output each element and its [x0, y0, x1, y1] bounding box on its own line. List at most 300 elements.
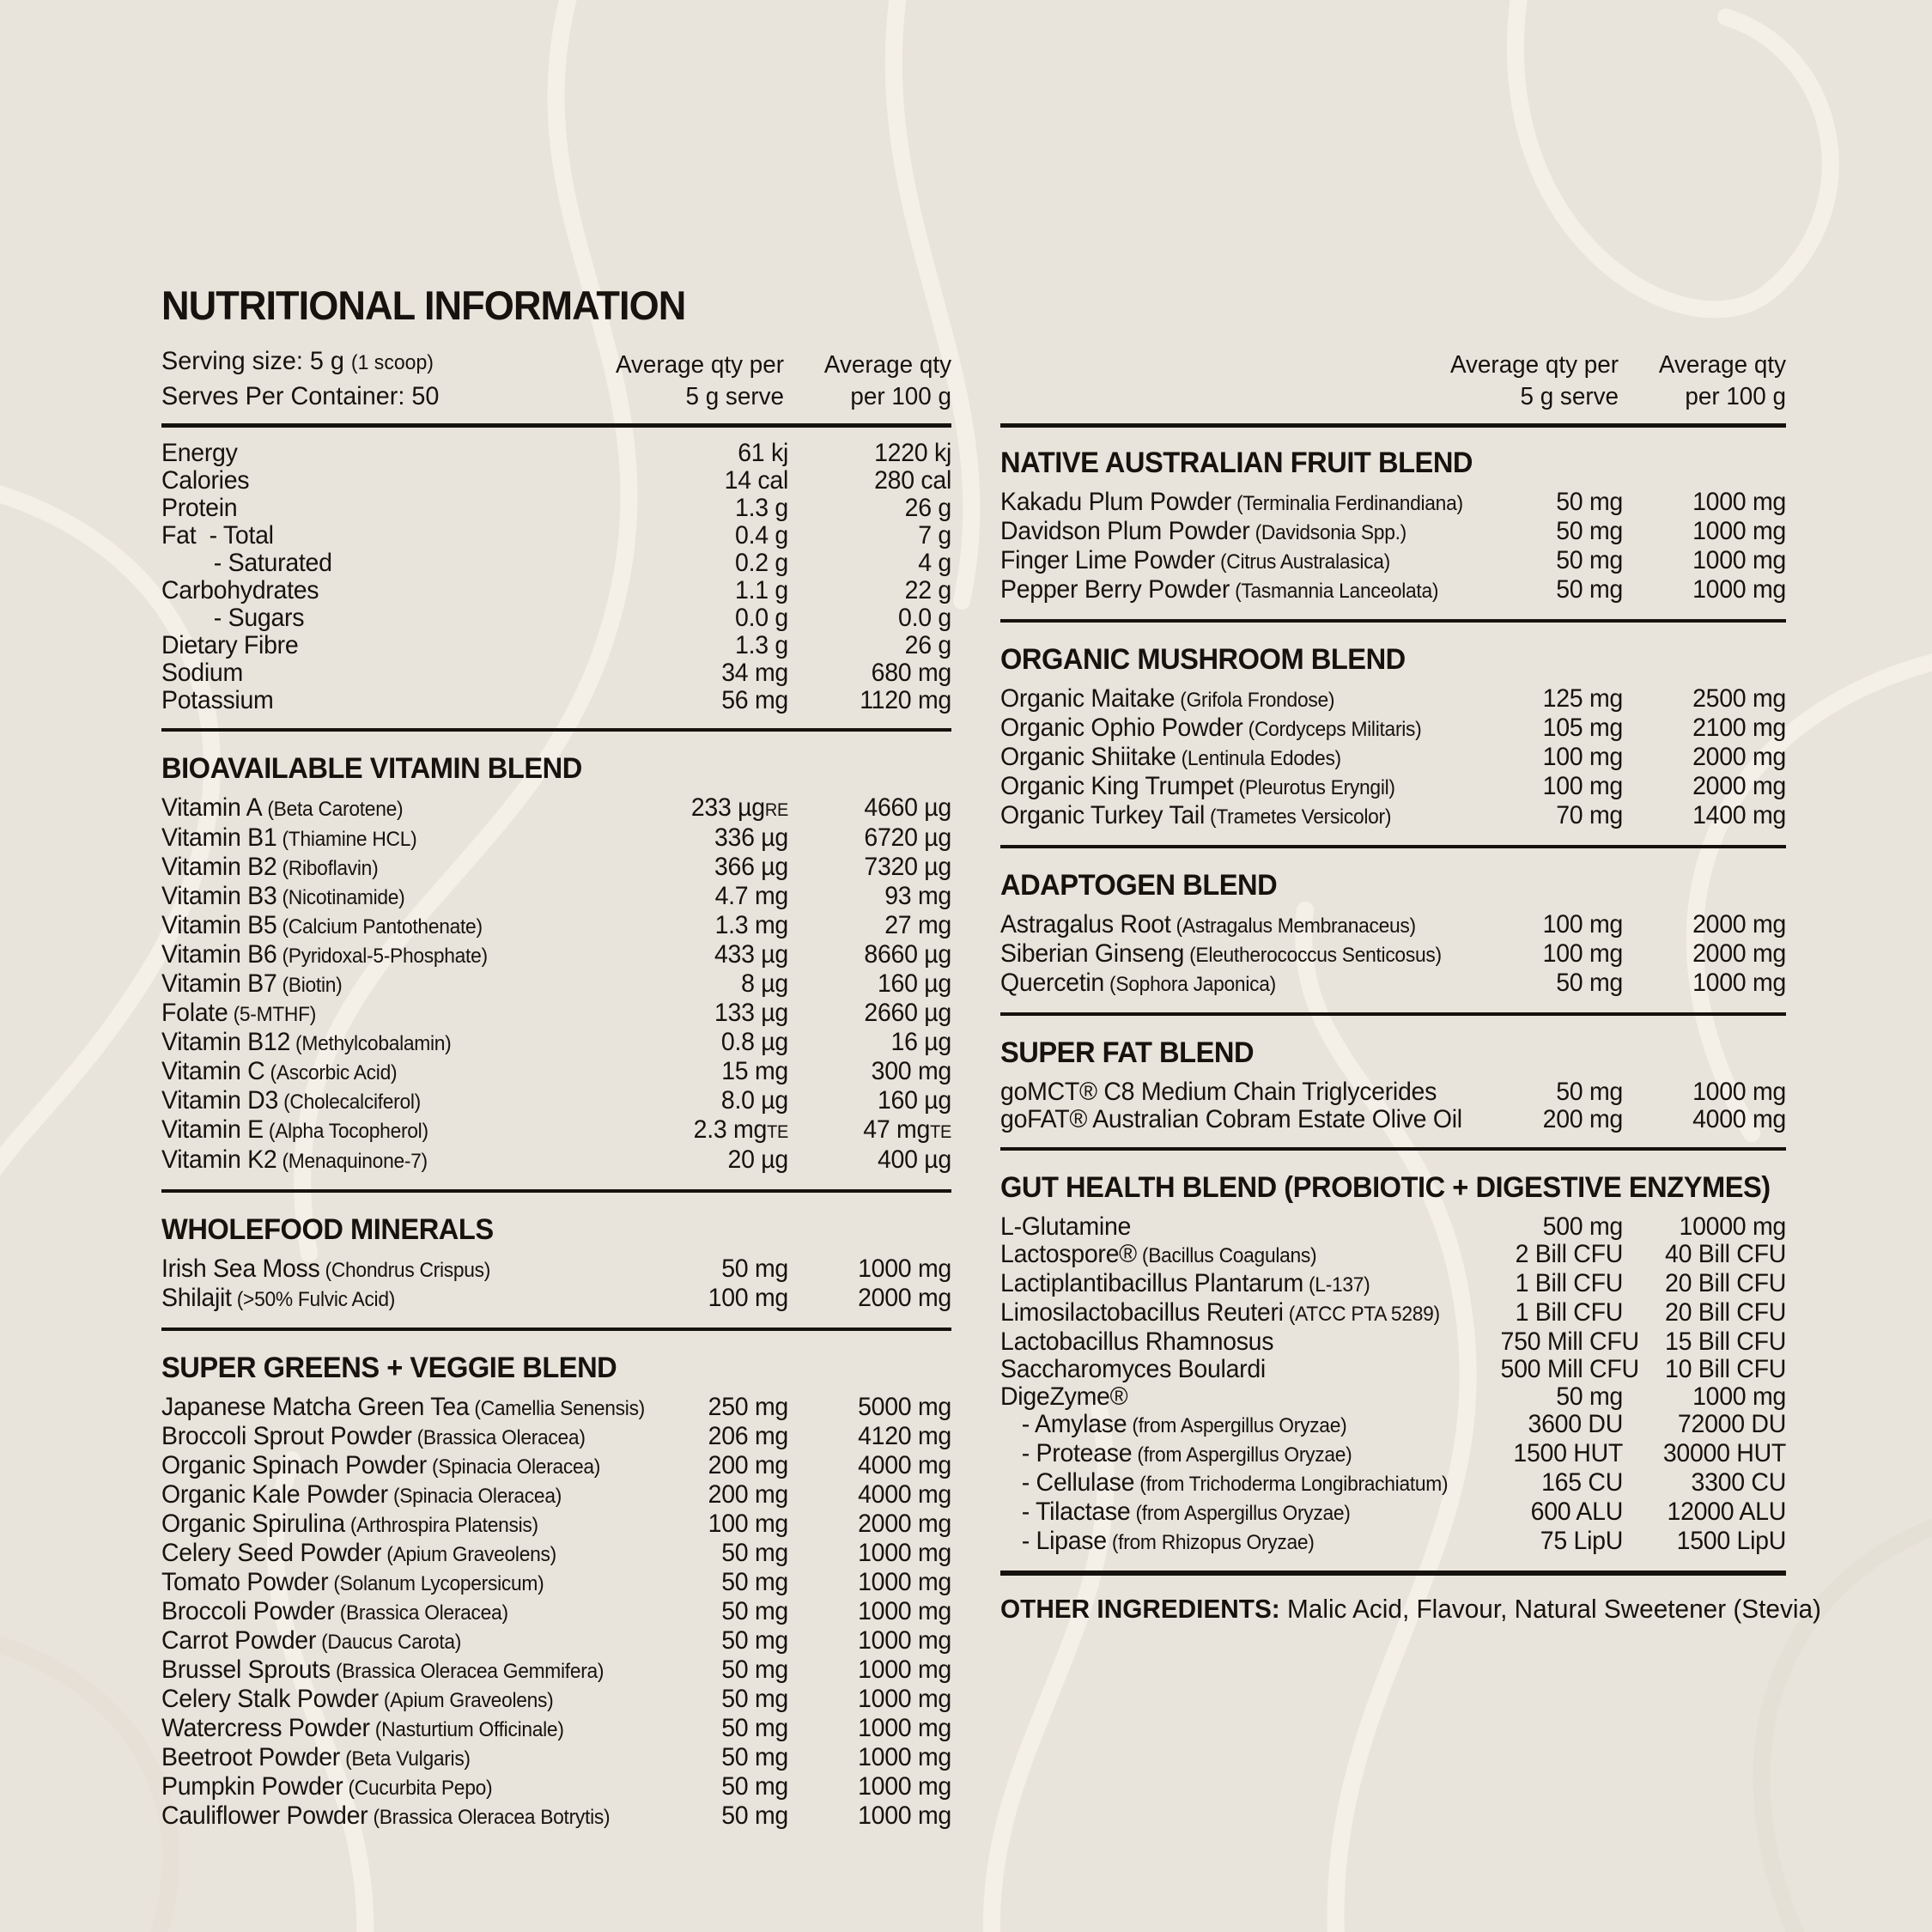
qty-per-100g: 47 mgTE: [863, 1115, 951, 1144]
table-row: [161, 495, 951, 522]
table-row: [161, 550, 951, 577]
scientific-name: (Brassica Oleracea): [411, 1426, 586, 1449]
table-row: [161, 1715, 951, 1744]
scientific-name: (Biotin): [276, 974, 343, 997]
table-row: [1000, 714, 1786, 744]
qty-per-100g: 1400 mg: [1692, 801, 1786, 829]
qty-per-100g: 27 mg: [884, 911, 951, 939]
scientific-name: (Menaquinone-7): [276, 1150, 428, 1173]
qty-per-serve: 750 Mill CFU: [1500, 1327, 1639, 1356]
qty-per-100g: 2000 mg: [858, 1510, 951, 1538]
scientific-name: (Chondrus Crispus): [319, 1259, 491, 1282]
ingredient-name: Fat - Total: [161, 521, 274, 550]
qty-per-serve: 50 mg: [1556, 517, 1623, 545]
table-row: [161, 1773, 951, 1802]
table-row: [1000, 911, 1786, 940]
qty-per-serve: 600 ALU: [1530, 1498, 1623, 1526]
column-header-per-serve: Average qty per 5 g serve: [1449, 351, 1619, 410]
table-row: [161, 659, 951, 687]
qty-per-serve: 125 mg: [1542, 684, 1623, 713]
table-row: [1000, 1241, 1786, 1270]
qty-per-100g: 3300 CU: [1691, 1468, 1786, 1497]
scientific-name: (Nasturtium Officinale): [369, 1718, 564, 1741]
qty-per-100g: 1120 mg: [860, 686, 951, 714]
section-divider: [1000, 1147, 1786, 1151]
qty-per-serve: 100 mg: [1542, 910, 1623, 939]
scientific-name: (Methylcobalamin): [290, 1032, 452, 1055]
left-column-header: [161, 334, 951, 428]
section-divider: [1000, 619, 1786, 623]
qty-per-serve: 133 µg: [714, 999, 788, 1027]
qty-per-100g: 1000 mg: [858, 1568, 951, 1596]
serving-info: [161, 344, 553, 413]
qty-per-serve: 50 mg: [721, 1255, 788, 1283]
qty-per-serve: 1.3 g: [735, 631, 788, 659]
table-row: [161, 1029, 951, 1058]
ingredient-name: Sodium: [161, 659, 243, 687]
qty-per-100g: 20 Bill CFU: [1665, 1269, 1786, 1297]
qty-per-100g: 1000 mg: [858, 1539, 951, 1567]
qty-per-serve: 336 µg: [714, 823, 788, 852]
table-row: [161, 1656, 951, 1686]
ingredient-name: - Amylase (from Aspergillus Oryzae): [1021, 1410, 1347, 1438]
table-row: [161, 883, 951, 912]
ingredient-name: Folate (5-MTHF): [161, 999, 317, 1027]
scientific-name: (Terminalia Ferdinandiana): [1230, 492, 1463, 515]
qty-per-serve: 0.4 g: [735, 521, 788, 550]
qty-per-serve: 34 mg: [721, 659, 788, 687]
scientific-name: (Pyridoxal-5-Phosphate): [276, 945, 488, 968]
scientific-name: (Cucurbita Pepo): [343, 1777, 493, 1800]
table-row: [161, 1802, 951, 1832]
scientific-name: (from Aspergillus Oryzae): [1127, 1414, 1347, 1437]
qty-per-100g: 2000 mg: [858, 1284, 951, 1312]
other-ingredients-text: Malic Acid, Flavour, Natural Sweetener (Stevia): [1279, 1594, 1821, 1624]
qty-per-serve: 200 mg: [708, 1480, 788, 1509]
ingredient-name: Vitamin B1 (Thiamine HCL): [161, 823, 417, 852]
section-divider: [161, 1189, 951, 1193]
qty-per-100g: 2000 mg: [1692, 772, 1786, 800]
qty-per-100g: 4660 µg: [864, 793, 951, 822]
section-title: GUT HEALTH BLEND (PROBIOTIC + DIGESTIVE ENZYMES): [1000, 1171, 1771, 1204]
ingredient-name: Limosilactobacillus Reuteri (ATCC PTA 5289): [1000, 1298, 1440, 1327]
table-row: [161, 1087, 951, 1116]
ingredient-name: Watercress Powder (Nasturtium Officinale): [161, 1714, 564, 1742]
qty-per-100g: 1000 mg: [858, 1772, 951, 1801]
scientific-name: (from Trichoderma Longibrachiatum): [1134, 1473, 1449, 1496]
qty-per-serve: 50 mg: [1556, 575, 1623, 604]
scientific-name: (Apium Graveolens): [381, 1543, 556, 1566]
qty-per-serve: 50 mg: [1556, 1078, 1623, 1106]
table-row: [1000, 969, 1786, 999]
qty-per-100g: 26 g: [904, 494, 951, 522]
qty-per-100g: 72000 DU: [1677, 1410, 1786, 1438]
table-row: [1000, 1299, 1786, 1328]
ingredient-name: Vitamin E (Alpha Tocopherol): [161, 1115, 428, 1144]
qty-per-serve: 50 mg: [721, 1743, 788, 1771]
table-row: [1000, 685, 1786, 714]
serves-per-container-line: Serves Per Container: 50: [161, 382, 440, 410]
ingredient-name: Tomato Powder (Solanum Lycopersicum): [161, 1568, 544, 1596]
table-row: [161, 999, 951, 1029]
column-header-per-100g: Average qty per 100 g: [823, 351, 951, 410]
table-row: [161, 632, 951, 659]
left-column: [161, 334, 951, 1832]
qty-per-serve: 50 mg: [721, 1801, 788, 1830]
ingredient-name: goFAT® Australian Cobram Estate Olive Oil: [1000, 1105, 1462, 1133]
ingredient-name: Cauliflower Powder (Brassica Oleracea Botrytis): [161, 1801, 611, 1830]
scientific-name: (Beta Carotene): [262, 798, 404, 821]
qty-per-serve: 1.1 g: [735, 576, 788, 605]
qty-per-100g: 300 mg: [871, 1057, 951, 1085]
qty-per-100g: 12000 ALU: [1667, 1498, 1786, 1526]
scientific-name: (Lentinula Edodes): [1176, 747, 1341, 770]
left-column-body: [161, 428, 951, 1832]
table-row: [1000, 1078, 1786, 1106]
table-row: [161, 687, 951, 714]
qty-per-100g: 680 mg: [871, 659, 951, 687]
table-row: [161, 1510, 951, 1540]
qty-per-serve: 233 µgRE: [690, 793, 788, 822]
table-row: [1000, 1213, 1786, 1241]
scientific-name: (Sophora Japonica): [1104, 973, 1276, 996]
qty-per-100g: 4 g: [918, 549, 951, 577]
section-title: SUPER FAT BLEND: [1000, 1036, 1255, 1069]
qty-per-serve: 100 mg: [1542, 772, 1623, 800]
table-row: [161, 1569, 951, 1598]
scientific-name: (Arthrospira Platensis): [344, 1514, 538, 1537]
section-divider: [1000, 1012, 1786, 1016]
qty-per-serve: 8.0 µg: [720, 1086, 788, 1115]
ingredient-name: Carrot Powder (Daucus Carota): [161, 1626, 462, 1655]
qty-per-100g: 4000 mg: [1692, 1105, 1786, 1133]
qty-per-serve: 366 µg: [714, 853, 788, 881]
scientific-name: (Calcium Pantothenate): [276, 915, 483, 939]
qty-per-100g: 10 Bill CFU: [1665, 1355, 1786, 1383]
table-row: [161, 912, 951, 941]
page-title: NUTRITIONAL INFORMATION: [161, 283, 686, 328]
scientific-name: (Brassica Oleracea Botrytis): [368, 1806, 611, 1829]
qty-per-100g: 2000 mg: [1692, 910, 1786, 939]
ingredient-name: Energy: [161, 439, 238, 467]
ingredient-name: Siberian Ginseng (Eleutherococcus Senticosus): [1000, 939, 1442, 968]
qty-per-serve: 50 mg: [721, 1539, 788, 1567]
ingredient-name: Organic Shiitake (Lentinula Edodes): [1000, 743, 1341, 771]
scientific-name: (5-MTHF): [228, 1003, 317, 1026]
ingredient-name: L-Glutamine: [1000, 1212, 1132, 1241]
qty-per-serve: 61 kj: [738, 439, 788, 467]
scientific-name: (Alpha Tocopherol): [263, 1120, 428, 1143]
ingredient-name: Lactiplantibacillus Plantarum (L-137): [1000, 1269, 1370, 1297]
table-row: [161, 440, 951, 467]
qty-per-serve: 0.0 g: [735, 604, 788, 632]
scientific-name: (Davidsonia Spp.): [1249, 521, 1406, 544]
section-title: ORGANIC MUSHROOM BLEND: [1000, 643, 1406, 676]
ingredient-name: Davidson Plum Powder (Davidsonia Spp.): [1000, 517, 1406, 545]
qty-per-100g: 1000 mg: [858, 1597, 951, 1625]
qty-per-serve: 50 mg: [721, 1626, 788, 1655]
right-column-header: [1000, 334, 1786, 428]
qty-per-serve: 206 mg: [708, 1422, 788, 1450]
ingredient-name: Organic King Trumpet (Pleurotus Eryngil): [1000, 772, 1395, 800]
table-row: [1000, 1270, 1786, 1299]
qty-per-serve: 20 µg: [727, 1145, 788, 1174]
section-title: SUPER GREENS + VEGGIE BLEND: [161, 1352, 617, 1384]
qty-per-100g: 26 g: [904, 631, 951, 659]
ingredient-name: Organic Turkey Tail (Trametes Versicolor): [1000, 801, 1392, 829]
table-row: [1000, 744, 1786, 773]
ingredient-name: Vitamin A (Beta Carotene): [161, 793, 404, 822]
table-row: [161, 1423, 951, 1452]
scientific-name: (Brassica Oleracea): [334, 1601, 508, 1625]
section-divider-heavy: [1000, 1571, 1786, 1576]
qty-per-serve: 105 mg: [1542, 714, 1623, 742]
qty-per-serve: 1.3 mg: [714, 911, 788, 939]
ingredient-name: Organic Maitake (Grifola Frondose): [1000, 684, 1335, 713]
table-row: [1000, 1528, 1786, 1557]
ingredient-name: Vitamin B3 (Nicotinamide): [161, 882, 405, 910]
qty-per-100g: 4120 mg: [858, 1422, 951, 1450]
table-row: [161, 1146, 951, 1176]
qty-per-serve: 4.7 mg: [714, 882, 788, 910]
ingredient-name: Lactospore® (Bacillus Coagulans): [1000, 1240, 1317, 1268]
qty-per-100g: 40 Bill CFU: [1665, 1240, 1786, 1268]
ingredient-name: Dietary Fibre: [161, 631, 299, 659]
ingredient-name: Astragalus Root (Astragalus Membranaceus): [1000, 910, 1416, 939]
qty-per-100g: 1000 mg: [858, 1626, 951, 1655]
scientific-name: (Ascorbic Acid): [264, 1061, 398, 1084]
table-row: [161, 1686, 951, 1715]
ingredient-name: Vitamin C (Ascorbic Acid): [161, 1057, 398, 1085]
scientific-name: (Pleurotus Eryngil): [1233, 776, 1395, 799]
qty-per-serve: 500 Mill CFU: [1500, 1355, 1639, 1383]
section-divider: [161, 1327, 951, 1331]
scientific-name: (L-137): [1303, 1273, 1370, 1297]
qty-per-serve: 1.3 g: [735, 494, 788, 522]
ingredient-name: Calories: [161, 466, 250, 495]
serving-size-note: (1 scoop): [350, 351, 434, 374]
qty-per-100g: 4000 mg: [858, 1451, 951, 1479]
qty-per-100g: 2100 mg: [1692, 714, 1786, 742]
table-row: [161, 1598, 951, 1627]
qty-per-100g: 0.0 g: [898, 604, 951, 632]
ingredient-name: Kakadu Plum Powder (Terminalia Ferdinandiana): [1000, 488, 1463, 516]
ingredient-name: Saccharomyces Boulardi: [1000, 1355, 1266, 1383]
ingredient-name: Potassium: [161, 686, 274, 714]
qty-per-100g: 5000 mg: [858, 1393, 951, 1421]
qty-per-serve: 250 mg: [708, 1393, 788, 1421]
section-divider: [1000, 845, 1786, 848]
qty-per-serve: 500 mg: [1542, 1212, 1623, 1241]
qty-per-100g: 1500 LipU: [1676, 1527, 1786, 1555]
qty-per-100g: 1000 mg: [858, 1656, 951, 1684]
ingredient-name: Shilajit (>50% Fulvic Acid): [161, 1284, 396, 1312]
ingredient-name: Celery Seed Powder (Apium Graveolens): [161, 1539, 556, 1567]
qty-per-100g: 2500 mg: [1692, 684, 1786, 713]
qty-per-100g: 6720 µg: [864, 823, 951, 852]
ingredient-name: Vitamin K2 (Menaquinone-7): [161, 1145, 428, 1174]
qty-per-serve: 50 mg: [721, 1597, 788, 1625]
qty-per-serve: 100 mg: [1542, 743, 1623, 771]
nutrition-panel: [161, 282, 1821, 1832]
qty-per-serve: 50 mg: [1556, 546, 1623, 574]
table-row: [161, 1481, 951, 1510]
qty-per-serve: 14 cal: [724, 466, 788, 495]
scientific-name: (Citrus Australasica): [1214, 550, 1390, 574]
right-column-body: [1000, 428, 1786, 1557]
qty-per-serve: 50 mg: [1556, 488, 1623, 516]
ingredient-name: Vitamin D3 (Cholecalciferol): [161, 1086, 421, 1115]
scientific-name: (Riboflavin): [276, 857, 379, 880]
table-row: [1000, 1498, 1786, 1528]
table-row: [1000, 802, 1786, 831]
table-row: [1000, 940, 1786, 969]
qty-per-100g: 15 Bill CFU: [1665, 1327, 1786, 1356]
table-row: [161, 1058, 951, 1087]
table-row: [161, 605, 951, 632]
qty-per-100g: 20 Bill CFU: [1665, 1298, 1786, 1327]
ingredient-name: Finger Lime Powder (Citrus Australasica): [1000, 546, 1390, 574]
qty-per-100g: 2660 µg: [864, 999, 951, 1027]
qty-per-serve: 70 mg: [1556, 801, 1623, 829]
table-row: [161, 1452, 951, 1481]
qty-per-serve: 200 mg: [1542, 1105, 1623, 1133]
scientific-name: (Astragalus Membranaceus): [1170, 914, 1416, 938]
table-row: [161, 522, 951, 550]
right-column: [1000, 334, 1821, 1625]
table-row: [161, 970, 951, 999]
scientific-name: (Eleutherococcus Senticosus): [1184, 944, 1442, 967]
scientific-name: (Spinacia Oleracea): [387, 1485, 562, 1508]
scientific-name: (Daucus Carota): [316, 1631, 462, 1654]
scientific-name: (Brassica Oleracea Gemmifera): [330, 1660, 605, 1683]
qty-per-serve: 50 mg: [721, 1568, 788, 1596]
qty-per-100g: 400 µg: [877, 1145, 951, 1174]
ingredient-name: Broccoli Powder (Brassica Oleracea): [161, 1597, 508, 1625]
qty-per-100g: 8660 µg: [864, 940, 951, 969]
qty-per-serve: 1 Bill CFU: [1515, 1269, 1623, 1297]
scientific-name: (Cordyceps Militaris): [1242, 718, 1422, 741]
qty-per-100g: 160 µg: [877, 969, 951, 998]
scientific-name: (Nicotinamide): [276, 886, 405, 909]
qty-per-100g: 1000 mg: [1692, 546, 1786, 574]
qty-per-100g: 1000 mg: [1692, 488, 1786, 516]
table-row: [1000, 576, 1786, 605]
scientific-name: (Grifola Frondose): [1175, 689, 1335, 712]
qty-per-100g: 7 g: [918, 521, 951, 550]
qty-per-serve: 50 mg: [721, 1714, 788, 1742]
scientific-name: (Tasmannia Lanceolata): [1230, 580, 1439, 603]
other-ingredients-label: OTHER INGREDIENTS:: [1000, 1594, 1280, 1624]
ingredient-name: Pumpkin Powder (Cucurbita Pepo): [161, 1772, 493, 1801]
table-row: [161, 794, 951, 824]
ingredient-name: Beetroot Powder (Beta Vulgaris): [161, 1743, 471, 1771]
ingredient-name: - Tilactase (from Aspergillus Oryzae): [1021, 1498, 1351, 1526]
table-row: [161, 1627, 951, 1656]
qty-per-100g: 1220 kj: [874, 439, 951, 467]
ingredient-name: Organic Spinach Powder (Spinacia Oleracea): [161, 1451, 601, 1479]
qty-per-100g: 22 g: [904, 576, 951, 605]
ingredient-name: Irish Sea Moss (Chondrus Crispus): [161, 1255, 491, 1283]
table-row: [1000, 1469, 1786, 1498]
ingredient-name: Vitamin B5 (Calcium Pantothenate): [161, 911, 483, 939]
qty-per-100g: 1000 mg: [858, 1714, 951, 1742]
qty-per-serve: 50 mg: [721, 1772, 788, 1801]
table-row: [161, 1285, 951, 1314]
table-row: [1000, 489, 1786, 518]
qty-per-100g: 160 µg: [877, 1086, 951, 1115]
qty-per-serve: 0.8 µg: [720, 1028, 788, 1056]
ingredient-name: Organic Spirulina (Arthrospira Platensis): [161, 1510, 538, 1538]
section-title: WHOLEFOOD MINERALS: [161, 1213, 494, 1246]
ingredient-name: Celery Stalk Powder (Apium Graveolens): [161, 1685, 554, 1713]
ingredient-name: Vitamin B6 (Pyridoxal-5-Phosphate): [161, 940, 488, 969]
ingredient-name: Vitamin B12 (Methylcobalamin): [161, 1028, 452, 1056]
qty-per-serve: 75 LipU: [1540, 1527, 1623, 1555]
table-row: [161, 1116, 951, 1146]
table-row: [1000, 1440, 1786, 1469]
qty-per-serve: 50 mg: [721, 1685, 788, 1713]
ingredient-name: Organic Kale Powder (Spinacia Oleracea): [161, 1480, 562, 1509]
ingredient-name: Broccoli Sprout Powder (Brassica Oleracea): [161, 1422, 586, 1450]
qty-per-serve: 50 mg: [1556, 1382, 1623, 1411]
ingredient-name: - Protease (from Aspergillus Oryzae): [1021, 1439, 1352, 1467]
scientific-name: (ATCC PTA 5289): [1283, 1303, 1440, 1326]
qty-per-100g: 2000 mg: [1692, 939, 1786, 968]
table-row: [161, 941, 951, 970]
ingredient-name: Vitamin B7 (Biotin): [161, 969, 343, 998]
ingredient-name: Pepper Berry Powder (Tasmannia Lanceolata): [1000, 575, 1439, 604]
table-row: [1000, 1411, 1786, 1440]
scientific-name: (Solanum Lycopersicum): [328, 1572, 544, 1595]
ingredient-name: DigeZyme®: [1000, 1382, 1128, 1411]
qty-per-100g: 93 mg: [884, 882, 951, 910]
scientific-name: (from Rhizopus Oryzae): [1106, 1531, 1315, 1554]
ingredient-name: Carbohydrates: [161, 576, 319, 605]
qty-per-100g: 4000 mg: [858, 1480, 951, 1509]
qty-per-serve: 3600 DU: [1528, 1410, 1623, 1438]
qty-per-100g: 2000 mg: [1692, 743, 1786, 771]
ingredient-name: Lactobacillus Rhamnosus: [1000, 1327, 1274, 1356]
table-row: [161, 1540, 951, 1569]
qty-per-100g: 1000 mg: [858, 1685, 951, 1713]
qty-per-serve: 2 Bill CFU: [1515, 1240, 1623, 1268]
qty-per-100g: 1000 mg: [858, 1743, 951, 1771]
scientific-name: (from Aspergillus Oryzae): [1132, 1443, 1352, 1467]
qty-per-serve: 56 mg: [721, 686, 788, 714]
table-row: [161, 577, 951, 605]
table-row: [1000, 1383, 1786, 1411]
section-title: NATIVE AUSTRALIAN FRUIT BLEND: [1000, 447, 1473, 479]
qty-per-serve: 165 CU: [1541, 1468, 1623, 1497]
ingredient-name: Quercetin (Sophora Japonica): [1000, 969, 1276, 997]
ingredient-name: - Lipase (from Rhizopus Oryzae): [1021, 1527, 1315, 1555]
qty-per-serve: 1500 HUT: [1513, 1439, 1623, 1467]
qty-per-100g: 7320 µg: [864, 853, 951, 881]
qty-per-100g: 1000 mg: [1692, 1382, 1786, 1411]
section-divider: [161, 728, 951, 732]
qty-per-serve: 8 µg: [741, 969, 788, 998]
ingredient-name: - Saturated: [213, 549, 332, 577]
qty-per-100g: 1000 mg: [858, 1801, 951, 1830]
qty-per-100g: 16 µg: [890, 1028, 951, 1056]
qty-per-100g: 1000 mg: [1692, 969, 1786, 997]
serving-size-line: Serving size: 5 g (1 scoop): [161, 347, 434, 375]
scientific-name: (Beta Vulgaris): [340, 1747, 471, 1771]
qty-per-100g: 1000 mg: [1692, 575, 1786, 604]
qty-per-serve: 433 µg: [714, 940, 788, 969]
qty-per-100g: 1000 mg: [1692, 517, 1786, 545]
